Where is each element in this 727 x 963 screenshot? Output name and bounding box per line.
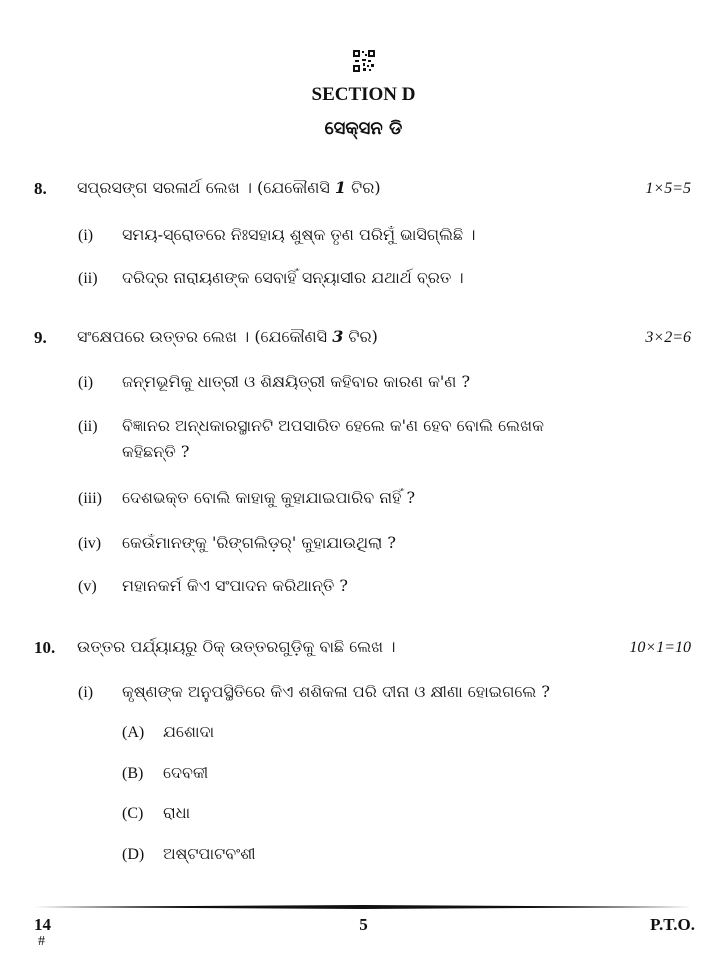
question-9-ii-text-cont: କହିଛନ୍ତି ?: [122, 442, 190, 461]
option-d-text: ଅଷ୍ଟପାଟବଂଶୀ: [163, 844, 256, 863]
option-a-text: ଯଶୋଦା: [163, 722, 215, 741]
question-8-i-number: (i): [78, 227, 94, 244]
option-b-text: ଦେବକୀ: [163, 763, 209, 782]
question-9-ii-number: (ii): [78, 418, 98, 435]
footer-code: 14: [34, 915, 51, 934]
question-8-marks: 1×5=5: [645, 180, 691, 197]
option-c-label: (C): [122, 805, 144, 822]
section-title-odia: ସେକ୍ସନ ଡି: [324, 118, 403, 139]
question-9-iii-text: ଦେଶଭକ୍ତ ବୋଲି କାହାକୁ କୁହାଯାଇପାରିବ ନାହିଁ ?: [122, 488, 416, 507]
question-10-marks: 10×1=10: [629, 639, 691, 656]
question-10-text: ଉତ୍ତର ପର୍ଯ୍ୟାୟରୁ ଠିକ୍ ଉତ୍ତରଗୁଡ଼ିକୁ ବାଛି ଲେଖ ।: [77, 637, 396, 656]
page-number: 5: [359, 915, 368, 934]
question-9-v-text: ମହାନକର୍ମ କିଏ ସଂପାଦନ କରିଥାନ୍ତି ?: [122, 576, 348, 595]
footer-divider: [34, 905, 692, 909]
option-c-text: ରାଧା: [163, 803, 191, 822]
question-9-iii-number: (iii): [78, 490, 102, 507]
question-8-ii-text: ଦରିଦ୍ର ନାରାୟଣଙ୍କ ସେବାହିଁ ସନ୍ୟାସୀର ଯଥାର୍ଥ ବ୍ରତ ।: [122, 268, 464, 287]
pto-label: P.T.O.: [650, 915, 695, 934]
option-a-label: (A): [122, 724, 145, 741]
footer-hash: #: [38, 934, 45, 949]
question-8-text: ସପ୍ରସଙ୍ଗ ସରଳାର୍ଥ ଲେଖ । (ଯେକୌଣସି 1 ଟିର): [77, 178, 381, 197]
question-10-number: 10.: [34, 638, 56, 657]
option-d-label: (D): [122, 846, 145, 863]
section-title: SECTION D: [311, 84, 416, 105]
question-9-v-number: (v): [78, 578, 97, 595]
question-10-i-text: କୃଷ୍ଣଙ୍କ ଅନୁପସ୍ଥିତିରେ କିଏ ଶଶିକଳା ପରି ଦୀନା ଓ କ୍ଷୀଣା ହୋଇଗଲେ ?: [122, 682, 550, 701]
question-9-i-text: ଜନ୍ମଭୂମିକୁ ଧାତ୍ରୀ ଓ ଶିକ୍ଷୟିତ୍ରୀ କହିବାର କାରଣ କ'ଣ ?: [122, 372, 471, 391]
question-9-iv-number: (iv): [78, 535, 102, 552]
question-9-i-number: (i): [78, 374, 94, 391]
question-9-number: 9.: [34, 328, 47, 347]
qr-code-icon: [353, 50, 375, 72]
option-b-label: (B): [122, 765, 144, 782]
question-9-ii-text: ବିଜ୍ଞାନର ଅନ୍ଧକାରସ୍ଥାନଟି ଅପସାରିତ ହେଲେ କ'ଣ ହେବ ବୋଲି ଲେଖକ: [122, 416, 544, 435]
question-9-marks: 3×2=6: [645, 329, 691, 346]
question-9-iv-text: କେଉଁମାନଙ୍କୁ 'ରିଙ୍ଗଲିଡ଼ର୍' କୁହାଯାଉଥିଲା ?: [122, 533, 396, 552]
question-8-i-text: ସମୟ-ସ୍ରୋତରେ ନିଃସହାୟ ଶୁଷ୍କ ତୃଣ ପରିମୁଁ ଭାସିଗ୍ଲିଛି ।: [122, 225, 476, 244]
question-9-text: ସଂକ୍ଷେପରେ ଉତ୍ତର ଲେଖ । (ଯେକୌଣସି 3 ଟିର): [77, 327, 378, 346]
question-10-i-number: (i): [78, 684, 94, 701]
question-8-ii-number: (ii): [78, 270, 98, 287]
question-8-number: 8.: [34, 179, 47, 198]
